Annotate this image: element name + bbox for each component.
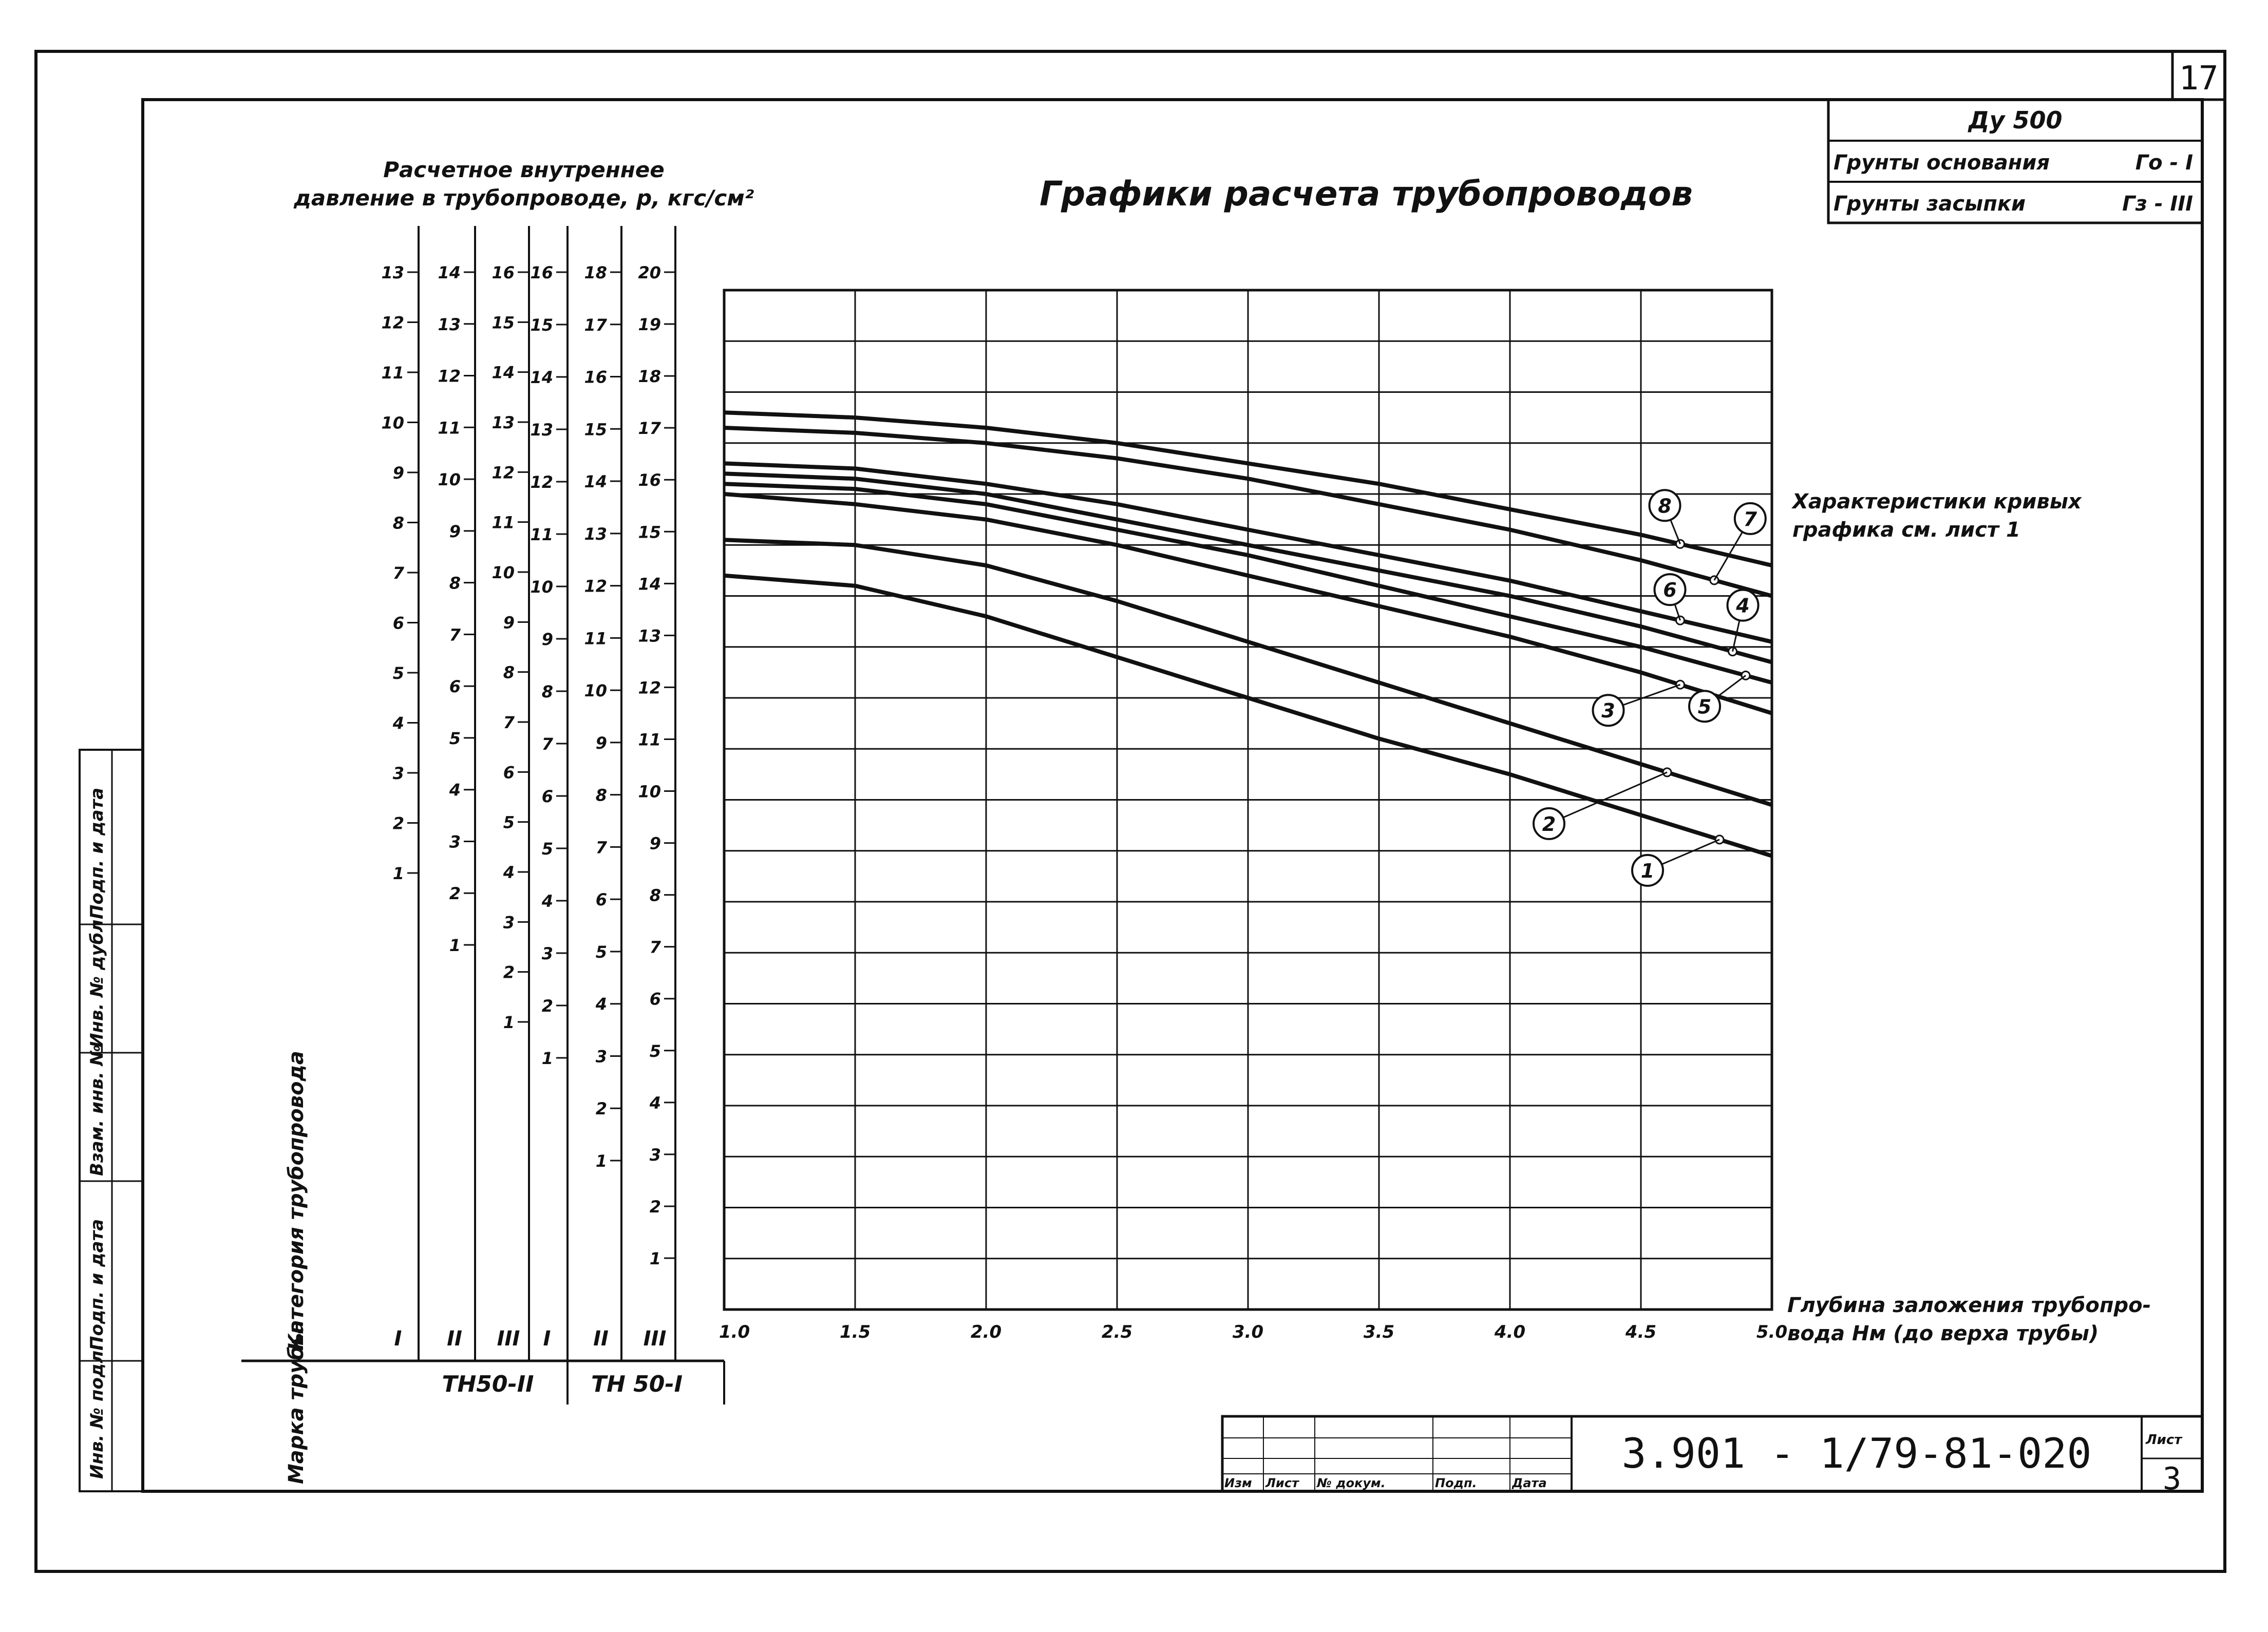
scale-tick-label: 9 [449, 521, 461, 541]
scale-tick-label: 13 [638, 626, 661, 646]
y-axis-label-line2: давление в трубопроводе, p, кгс/см² [293, 185, 754, 211]
scale-tick-label: 16 [492, 263, 515, 282]
scale-tick-label: 7 [541, 734, 553, 754]
scale-tick-label: 15 [584, 420, 607, 440]
scale-tick-label: 11 [438, 418, 461, 438]
scale-tick-label: 5 [595, 942, 607, 962]
scale-tick-label: 17 [638, 419, 661, 439]
curve-note-line2: графика см. лист 1 [1792, 518, 2020, 542]
curve-labels [1534, 490, 1766, 886]
scale-tick-label: 9 [392, 463, 404, 483]
x-tick-label: 4.0 [1494, 1322, 1526, 1342]
curve-note-line1: Характеристики кривых [1792, 490, 2082, 514]
category-label: I [543, 1327, 551, 1351]
document-code: 3.901 - 1/79-81-020 [1621, 1430, 2092, 1477]
margin-label-4: Подп. и дата [87, 787, 107, 919]
scale-tick-label: 6 [649, 989, 661, 1009]
margin-label-0: Инв. № подл. [87, 1343, 107, 1479]
scale-tick-label: 5 [649, 1041, 661, 1061]
scale-tick-label: 15 [638, 522, 661, 542]
scale-tick-label: 5 [392, 663, 404, 683]
y-axis-label-line1: Расчетное внутреннее [383, 157, 665, 182]
scale-tick-label: 10 [492, 563, 515, 582]
scale-tick-label: 14 [492, 363, 515, 383]
title-block [1222, 1416, 2202, 1497]
scale-tick-label: 11 [584, 629, 607, 649]
curve-label-5: 5 [1697, 695, 1712, 718]
tb-col-1: Лист [1265, 1476, 1299, 1490]
scale-tick-label: 1 [392, 864, 404, 883]
scale-tick-label: 12 [492, 463, 515, 483]
category-label: III [643, 1327, 667, 1351]
scale-tick-label: 13 [584, 524, 607, 544]
x-tick-label: 4.5 [1625, 1322, 1657, 1342]
curve-label-1: 1 [1640, 859, 1655, 882]
scale-tick-label: 11 [492, 513, 515, 533]
scale-tick-label: 2 [503, 962, 515, 982]
scale-tick-label: 12 [381, 313, 404, 333]
scale-tick-label: 15 [530, 315, 553, 335]
scale-tick-label: 3 [649, 1145, 661, 1165]
tb-col-4: Дата [1512, 1476, 1547, 1490]
scale-tick-label: 14 [438, 263, 461, 282]
scale-tick-label: 12 [584, 576, 607, 596]
scale-tick-label: 9 [649, 833, 661, 853]
stamp-line1: Ду 500 [1968, 106, 2063, 134]
scale-tick-label: 7 [595, 838, 607, 858]
margin-label-1: Подп. и дата [87, 1219, 107, 1351]
scale-tick-label: 13 [530, 420, 553, 440]
scale-tick-label: 11 [381, 363, 404, 383]
scale-tick-label: 1 [595, 1151, 607, 1171]
x-tick-label: 2.5 [1101, 1322, 1133, 1342]
scale-tick-label: 16 [584, 367, 607, 387]
scale-tick-label: 1 [649, 1249, 661, 1268]
curve-label-2: 2 [1542, 812, 1556, 836]
tb-col-3: Подп. [1435, 1476, 1477, 1490]
scale-tick-label: 9 [595, 733, 607, 753]
scale-tick-label: 11 [530, 525, 553, 544]
scale-tick-label: 10 [530, 577, 553, 597]
scale-tick-label: 4 [541, 891, 553, 911]
category-label: III [497, 1327, 520, 1351]
scale-tick-label: 3 [503, 913, 515, 933]
scale-tick-label: 8 [503, 662, 515, 682]
scale-tick-label: 10 [584, 681, 607, 701]
scale-tick-label: 15 [492, 313, 515, 333]
scale-tick-label: 6 [503, 763, 515, 783]
scale-tick-label: 16 [638, 470, 661, 490]
scale-tick-label: 5 [541, 839, 553, 859]
scale-tick-label: 3 [392, 764, 404, 783]
brand-header: Марка трубы [285, 1327, 308, 1484]
curve-label-4: 4 [1736, 594, 1750, 617]
tb-col-2: № докум. [1317, 1476, 1386, 1490]
scale-tick-label: 4 [503, 863, 515, 882]
x-tick-label: 2.0 [970, 1322, 1002, 1342]
x-tick-label: 3.5 [1363, 1322, 1395, 1342]
scale-tick-label: 3 [595, 1047, 607, 1067]
scale-tick-label: 6 [392, 613, 404, 633]
scale-tick-label: 10 [381, 413, 404, 433]
scale-tick-label: 19 [638, 315, 661, 335]
scale-tick-label: 4 [392, 713, 404, 733]
scale-tick-label: 12 [438, 366, 461, 386]
tb-col-0: Изм [1224, 1476, 1252, 1490]
scale-tick-label: 8 [449, 573, 461, 593]
stamp-line3-value: Гз - III [2122, 192, 2193, 216]
scale-tick-label: 16 [530, 263, 553, 282]
list-number: 3 [2162, 1461, 2182, 1497]
curve-label-7: 7 [1743, 507, 1757, 530]
scale-tick-label: 1 [449, 936, 461, 955]
scale-tick-label: 8 [392, 513, 404, 533]
category-label: I [394, 1327, 402, 1351]
scale-tick-label: 11 [638, 730, 661, 750]
scale-tick-label: 4 [595, 994, 607, 1014]
scale-tick-label: 13 [492, 413, 515, 432]
stamp-line2-label: Грунты основания [1834, 151, 2050, 175]
scale-tick-label: 13 [381, 263, 404, 282]
scale-tick-label: 7 [503, 713, 515, 732]
scale-tick-label: 2 [595, 1099, 607, 1119]
x-tick-label: 1.5 [839, 1322, 871, 1342]
scale-tick-label: 7 [449, 625, 461, 645]
scale-tick-label: 7 [649, 937, 661, 957]
scale-tick-label: 4 [649, 1093, 661, 1113]
scale-tick-label: 20 [638, 263, 661, 282]
brand-label-1: ТН 50-I [591, 1371, 683, 1397]
scale-tick-label: 2 [541, 996, 553, 1016]
scale-tick-label: 2 [392, 813, 404, 833]
scale-tick-label: 4 [449, 780, 461, 800]
margin-label-3: Инв. № дубл. [87, 913, 107, 1048]
stamp-line3-label: Грунты засыпки [1834, 192, 2026, 216]
scale-tick-label: 14 [530, 368, 553, 387]
scale-tick-label: 8 [541, 682, 553, 701]
chart-grid [724, 290, 1772, 1310]
scale-tick-label: 2 [449, 884, 461, 904]
scale-tick-label: 18 [584, 263, 607, 282]
scale-tick-label: 8 [595, 785, 607, 805]
pressure-scales [381, 226, 675, 1361]
x-tick-labels [719, 1322, 1787, 1342]
scale-tick-label: 7 [392, 563, 404, 583]
scale-tick-label: 1 [541, 1049, 553, 1068]
scale-tick-label: 14 [638, 574, 661, 594]
scale-tick-label: 12 [530, 472, 553, 492]
brand-label-0: ТН50-II [442, 1371, 534, 1397]
chart-title: Графики расчета трубопроводов [1040, 174, 1693, 214]
scale-tick-label: 10 [638, 782, 661, 802]
scale-tick-label: 3 [541, 944, 553, 963]
category-header: Категория трубопровода [285, 1051, 308, 1351]
margin-stamp [80, 750, 143, 1491]
stamp-line2-value: Го - I [2135, 151, 2193, 175]
curve-label-6: 6 [1663, 579, 1677, 602]
scale-tick-label: 3 [449, 832, 461, 852]
x-axis-label-line2: вода Нм (до верха трубы) [1787, 1322, 2099, 1345]
curve-label-3: 3 [1601, 699, 1615, 723]
scale-tick-label: 6 [541, 787, 553, 806]
scale-tick-label: 5 [449, 728, 461, 748]
curve-label-8: 8 [1658, 495, 1672, 518]
scale-tick-label: 9 [503, 613, 515, 633]
scale-tick-label: 9 [541, 630, 553, 649]
scale-tick-label: 5 [503, 812, 515, 832]
scale-tick-label: 17 [584, 315, 607, 335]
x-axis-label-line1: Глубина заложения трубопро- [1787, 1294, 2151, 1317]
category-label: II [593, 1327, 609, 1351]
scale-tick-label: 14 [584, 472, 607, 492]
x-tick-label: 3.0 [1232, 1322, 1264, 1342]
scale-tick-label: 1 [503, 1013, 515, 1032]
x-tick-label: 1.0 [719, 1322, 750, 1342]
scale-tick-label: 18 [638, 367, 661, 387]
scale-tick-label: 8 [649, 885, 661, 905]
category-label: II [447, 1327, 462, 1351]
scale-tick-label: 2 [649, 1197, 661, 1217]
scale-tick-label: 6 [595, 890, 607, 910]
sheet-number: 17 [2179, 60, 2219, 98]
scale-tick-label: 6 [449, 677, 461, 697]
scale-tick-label: 13 [438, 314, 461, 334]
stamp-box [1828, 100, 2202, 223]
x-tick-label: 5.0 [1756, 1322, 1788, 1342]
scale-tick-label: 10 [438, 470, 461, 490]
list-label: Лист [2146, 1432, 2182, 1448]
margin-label-2: Взам. инв. № [87, 1045, 107, 1176]
scale-tick-label: 12 [638, 678, 661, 698]
